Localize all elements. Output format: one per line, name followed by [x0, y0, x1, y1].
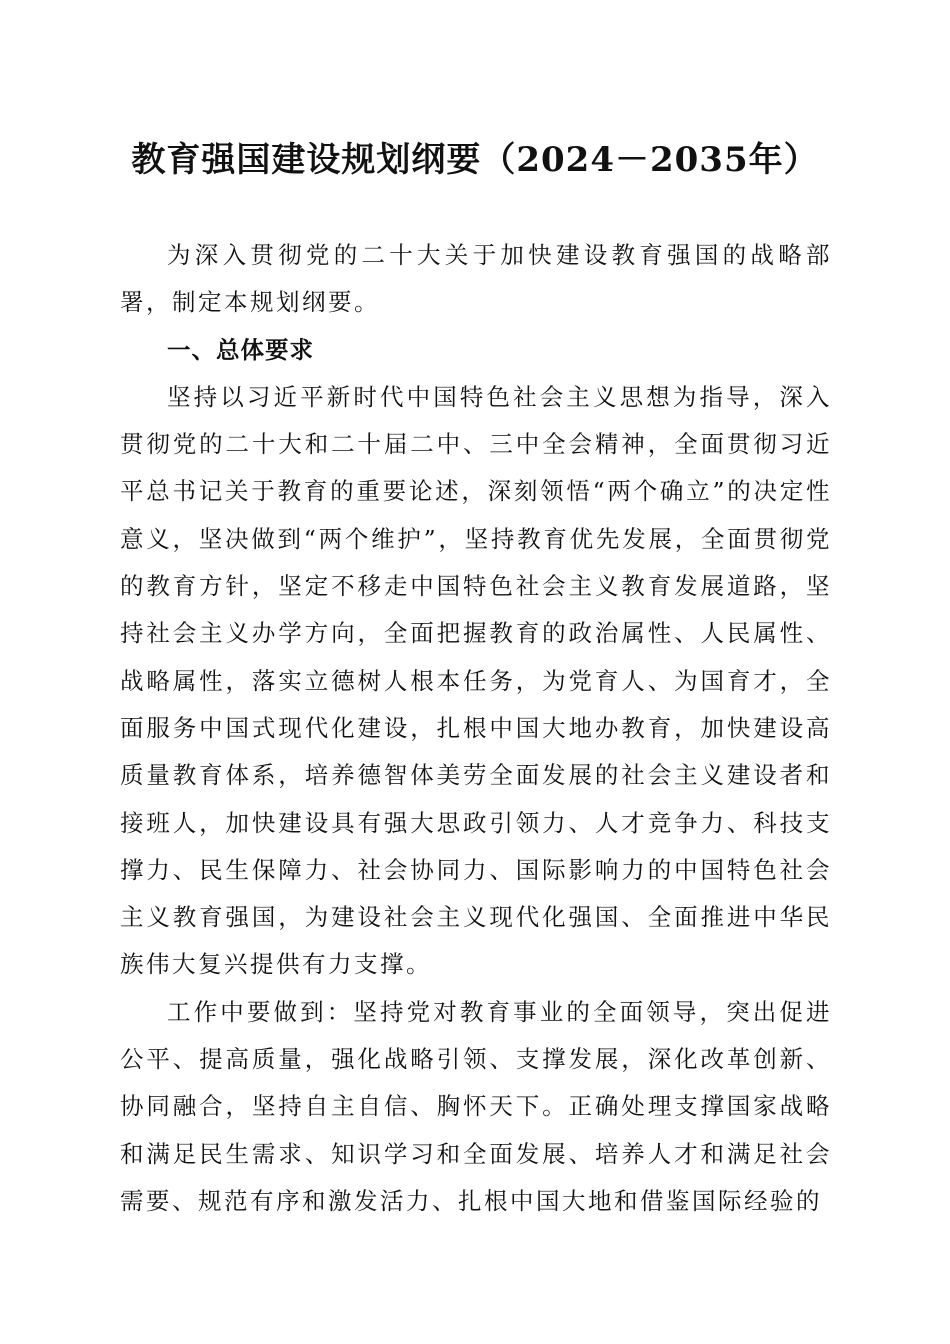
document-title: 教育强国建设规划纲要（2024－2035年） — [131, 140, 819, 180]
intro-paragraph: 为深入贯彻党的二十大关于加快建设教育强国的战略部署，制定本规划纲要。 — [120, 241, 832, 317]
section-paragraph-work-requirements: 工作中要做到：坚持党对教育事业的全面领导，突出促进公平、提高质量，强化战略引领、支撑发展，深化改革创新、协同融合，坚持自主自信、胸怀天下。正确处理支撑国家战略和满足民生需求、知识学习和全面发展、培养人才和满足社会需要、规范有序和激发活力、扎根中国大地和借鉴国际经验的 — [120, 997, 832, 1215]
document-body — [120, 232, 832, 1225]
section-paragraph-guiding-principles: 坚持以习近平新时代中国特色社会主义思想为指导，深入贯彻党的二十大和二十届二中、三中全会精神，全面贯彻习近平总书记关于教育的重要论述，深刻领悟“两个确立”的决定性意义，坚决做到“两个维护”，坚持教育优先发展，全面贯彻党的教育方针，坚定不移走中国特色社会主义教育发展道路，坚持社会主义办学方向，全面把握教育的政治属性、人民属性、战略属性，落实立德树人根本任务，为党育人、为国育才，全面服务中国式现代化建设，扎根中国大地办教育，加快建设高质量教育体系，培养德智体美劳全面发展的社会主义建设者和接班人，加快建设具有强大思政引领力、人才竞争力、科技支撑力、民生保障力、社会协同力、国际影响力的中国特色社会主义教育强国，为建设社会主义现代化强国、全面推进中华民族伟大复兴提供有力支撑。 — [120, 382, 832, 979]
section-heading-overall-requirements: 一、总体要求 — [167, 335, 314, 364]
